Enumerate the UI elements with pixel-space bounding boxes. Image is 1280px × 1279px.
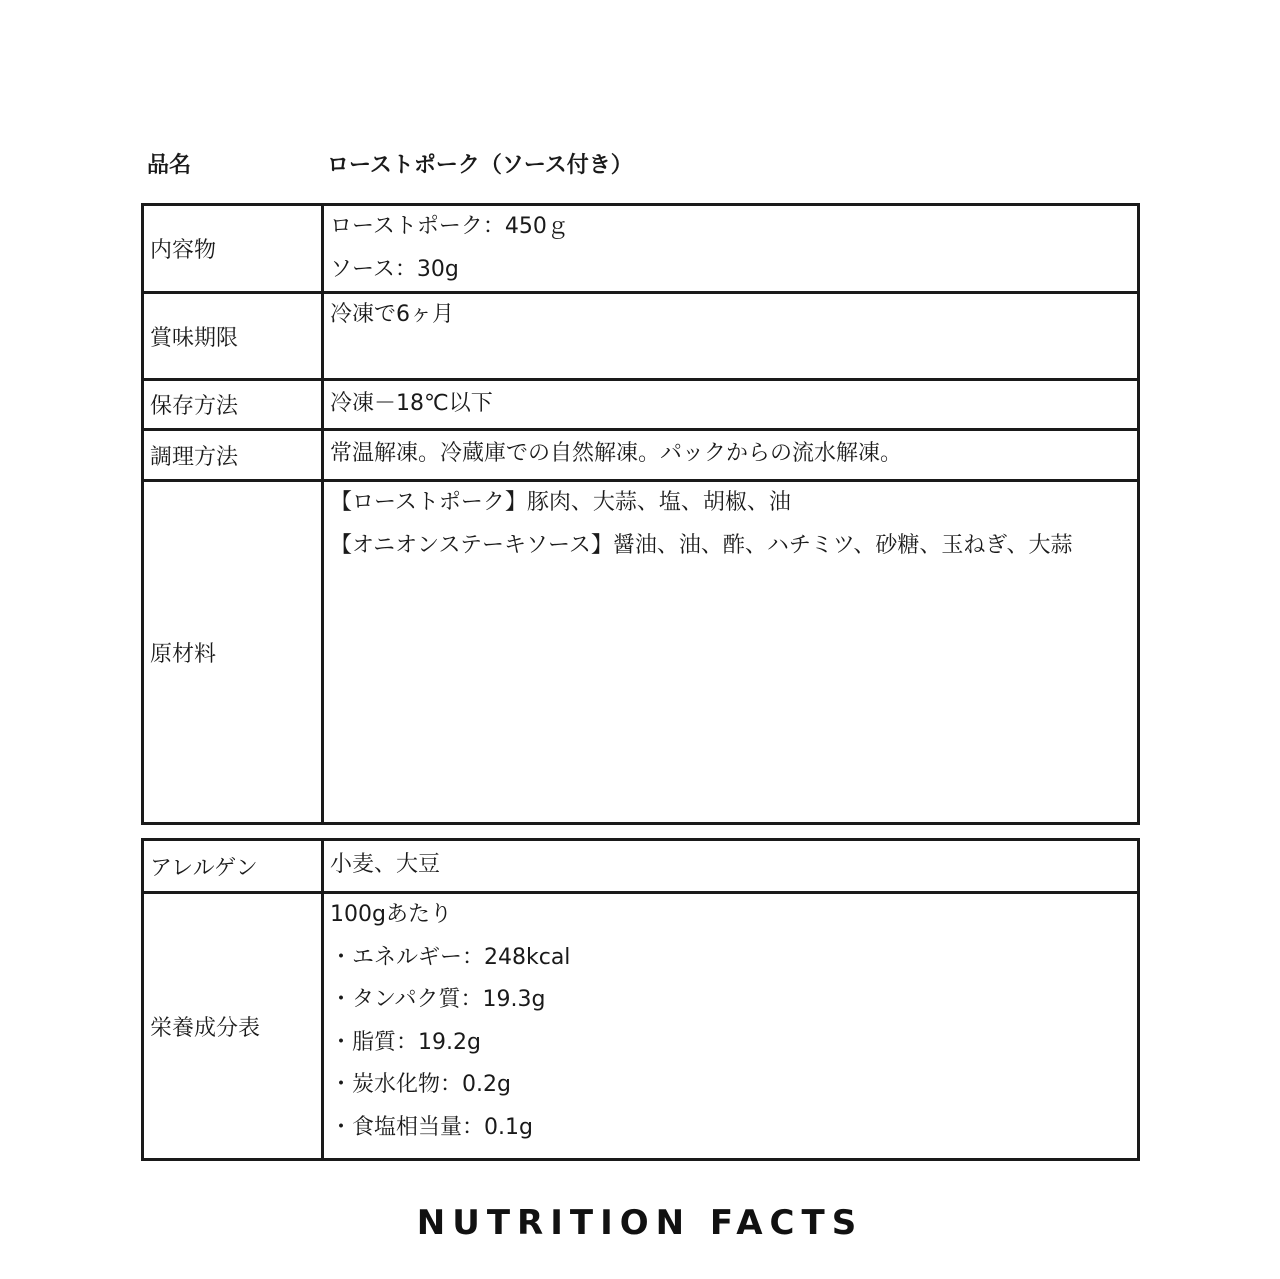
nutrition-line: 100gあたり bbox=[330, 902, 452, 927]
storage-text: 冷凍－18℃以下 bbox=[330, 391, 493, 416]
footer-title: NUTRITION FACTS bbox=[416, 1203, 864, 1243]
table-row-ingredients bbox=[143, 481, 1139, 824]
table-row-nutrition bbox=[143, 893, 1139, 1160]
product-info-table bbox=[141, 203, 1140, 825]
nutrition-line: ・炭水化物：0.2g bbox=[330, 1072, 511, 1097]
allergens-text: 小麦、大豆 bbox=[330, 852, 441, 877]
table-row-storage bbox=[143, 380, 1139, 430]
nutrition-value bbox=[323, 893, 1139, 1160]
storage-value bbox=[323, 380, 1139, 430]
table-row-preparation bbox=[143, 430, 1139, 481]
preparation-label: 調理方法 bbox=[143, 430, 323, 481]
preparation-text: 常温解凍。冷蔵庫での自然解凍。パックからの流水解凍。 bbox=[330, 441, 903, 466]
allergens-value bbox=[323, 840, 1139, 893]
table-row-allergens bbox=[143, 840, 1139, 893]
allergens-label: アレルゲン bbox=[143, 840, 323, 893]
best-before-text: 冷凍で6ヶ月 bbox=[330, 302, 454, 327]
nutrition-line: ・脂質：19.2g bbox=[330, 1029, 481, 1055]
table-row-best-before bbox=[143, 293, 1139, 380]
best-before-value bbox=[323, 293, 1139, 380]
contents-line: ローストポーク：450ｇ bbox=[330, 214, 569, 239]
preparation-value bbox=[323, 430, 1139, 481]
ingredients-label: 原材料 bbox=[143, 481, 323, 824]
ingredients-value bbox=[323, 481, 1139, 824]
product-name-value: ローストポーク（ソース付き） bbox=[327, 152, 633, 178]
ingredients-line: 【ローストポーク】豚肉、大蒜、塩、胡椒、油 bbox=[330, 490, 791, 515]
best-before-label: 賞味期限 bbox=[143, 293, 323, 380]
ingredients-line: 【オニオンステーキソース】醤油、油、酢、ハチミツ、砂糖、玉ねぎ、大蒜 bbox=[330, 532, 1073, 558]
product-name-label: 品名 bbox=[147, 152, 192, 178]
nutrition-line: ・エネルギー：248kcal bbox=[330, 944, 571, 970]
table-row-contents bbox=[143, 205, 1139, 293]
nutrition-line: ・タンパク質：19.3g bbox=[330, 987, 546, 1012]
allergen-nutrition-table bbox=[141, 838, 1140, 1161]
product-name-row bbox=[147, 145, 633, 181]
contents-label: 内容物 bbox=[143, 205, 323, 293]
contents-line: ソース：30g bbox=[330, 256, 459, 282]
contents-value bbox=[323, 205, 1139, 293]
nutrition-line: ・食塩相当量：0.1g bbox=[330, 1114, 533, 1140]
nutrition-label: 栄養成分表 bbox=[143, 893, 323, 1160]
storage-label: 保存方法 bbox=[143, 380, 323, 430]
